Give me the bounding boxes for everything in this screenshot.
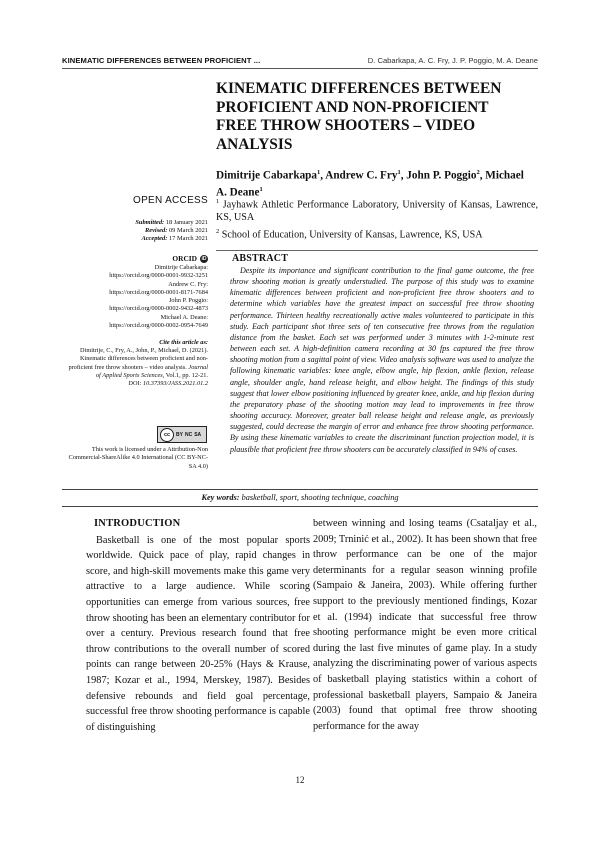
doi-link[interactable]: 10.37393/JASS.2021.01.2 (142, 380, 208, 388)
affiliation-1 (216, 196, 538, 225)
author-name: Dimitrije Cabarkapa (216, 169, 317, 182)
date-label: Accepted: (141, 235, 168, 243)
affiliation-marker: 2 (216, 228, 220, 235)
date-value: 18 January 2021 (165, 219, 208, 226)
affiliation-marker: 1 (216, 198, 220, 205)
date-line (62, 227, 208, 235)
running-header-title: KINEMATIC DIFFERENCES BETWEEN PROFICIENT ... (62, 56, 261, 65)
orcid-icon: iD (201, 256, 207, 263)
author-affiliation-marker: 1 (317, 169, 321, 176)
date-line (62, 219, 208, 227)
license-text: This work is licensed under a Attribution-Non Commercial-ShareAlike 4.0 International (CC BY-NC-SA 4.0) (68, 446, 208, 470)
running-header (62, 56, 538, 69)
orcid-author: John P. Poggio: (168, 297, 208, 305)
date-value: 09 March 2021 (168, 227, 208, 235)
cc-license-badge[interactable] (157, 426, 207, 443)
author-name: John P. Poggio (406, 169, 477, 182)
cc-icon: cc (160, 428, 174, 442)
abstract-section (216, 250, 538, 489)
open-access-label: OPEN ACCESS (133, 195, 208, 206)
submission-dates (62, 219, 208, 244)
orcid-author: Michael A. Deane: (160, 313, 208, 321)
date-label: Submitted: (135, 219, 165, 226)
author-list (216, 166, 536, 199)
introduction-heading: INTRODUCTION (94, 518, 181, 529)
doi-label: DOI: (128, 380, 142, 388)
author-affiliation-marker: 1 (397, 169, 401, 176)
keywords-text: basketball, sport, shooting technique, coaching (241, 493, 399, 502)
orcid-link[interactable]: https://orcid.org/0000-0002-9432-4873 (109, 305, 208, 313)
running-header-authors: D. Cabarkapa, A. C. Fry, J. P. Poggio, M. A. Deane (367, 56, 538, 65)
author-name: Michael A. Deane (216, 169, 524, 199)
body-column-left (86, 516, 310, 735)
author-name: Andrew C. Fry (325, 169, 398, 182)
author-separator: , (479, 169, 486, 182)
author-separator: , (400, 169, 407, 182)
cc-sa-icon: SA (194, 431, 202, 438)
affiliation-text: Jayhawk Athletic Performance Laboratory, University of Kansas, Lawrence, KS, USA (216, 199, 538, 224)
date-line (62, 235, 208, 243)
body-column-right (313, 516, 537, 734)
abstract-text: Despite its importance and significant contribution to the final game outcome, the free throw shooting motion is greatly understudied. The purpose of this study was to examine kinematic differences between proficient and non-proficient free throw shooters and to determine which variables have the greatest impact on successful free throw shooting performance. Thirteen healthy recreationally active males volunteered to participate in this study. Each participant shot three sets of ten consecutive free throws from the regulation distance from the basket. Each set was performed under 3 minutes with 1-2-minute rest between each set. A high-definition camera recording at 30 fps captured the free throw shooting motion from a sagittal point of view. Video analysis software was used to analyze the following kinematic variables: knee angle, elbow angle, hip flexion, ankle flexion, release angle, shoulder angle, hand release height, and elbow height. The findings of this study suggest that lower elbow positioning influenced by greater knee, ankle, and hip flexion during the preparatory phase of the shooting motion may lead to improvements in free throw shooting accuracy. Moreover, greater ball release height and release angle, as previously suggested, could decrease the margin of error and enhance free throw shooting performance. By using these kinematic variables to create the discriminant function projection model, it is plausible that proficient free throw shooters can be accurately classified in 94% of cases. (230, 266, 534, 454)
cc-by-icon: BY (176, 431, 183, 438)
abstract-heading: ABSTRACT (232, 253, 289, 264)
orcid-label: ORCID (172, 254, 197, 263)
affiliation-text: School of Education, University of Kansas, Lawrence, KS, USA (221, 229, 483, 241)
citation-journal: Journal of Applied Sports Sciences, (95, 363, 208, 379)
citation-pages: Vol.1, pp. 12-21. (165, 371, 208, 379)
citation (62, 347, 208, 388)
author-affiliation-marker: 2 (476, 169, 480, 176)
affiliation-2 (216, 226, 538, 242)
author-separator: , (320, 169, 326, 182)
orcid-heading (62, 255, 208, 263)
date-value: 17 March 2021 (168, 235, 208, 243)
body-paragraph: between winning and losing teams (Csataljay et al., 2009; Trninić et al., 2002). It has been shown that free throw performance can be one of the major determinants for a regular season winning profile (Sampaio & Janeira, 2003). While offering further support to the previously mentioned findings, Kozar et al. (1994) indicate that successful free throw shooting performance might be even more critical during the last five minutes of game play. In a study analyzing the discriminating power of various aspects of basketball playing statistics within a cohort of professional basketball players, Sampaio & Janeira (2003) found that optimal free throw shooting performance for the away (313, 518, 537, 732)
cite-heading: Cite this article as: (159, 339, 208, 346)
orcid-link[interactable]: https://orcid.org/0000-0001-8171-7684 (109, 288, 208, 296)
date-label: Revised: (144, 227, 168, 235)
orcid-link[interactable]: https://orcid.org/0000-0002-0954-7649 (109, 322, 208, 330)
author-affiliation-marker: 1 (259, 185, 263, 193)
article-title: KINEMATIC DIFFERENCES BETWEEN PROFICIENT AND NON-PROFICIENT FREE THROW SHOOTERS – VIDEO ANALYSIS (216, 80, 502, 153)
page-number: 12 (295, 775, 305, 785)
orcid-link[interactable]: https://orcid.org/0000-0001-9932-3251 (109, 272, 208, 280)
orcid-author: Dimitrije Cabarkapa: (154, 264, 208, 271)
keywords (62, 489, 538, 507)
citation-text: Dimitrije, C., Fry, A., John, P., Michael, D. (2021). Kinematic differences between proficient and non-proficient free throw shooters – video analysis. (68, 347, 208, 371)
keywords-label: Key words: (201, 493, 240, 502)
orcid-list (62, 264, 208, 330)
body-paragraph: Basketball is one of the most popular sports worldwide. Quick pace of play, rapid changes in score, and high-skill movements make this game very attractive to a large audience. While scoring opportunities can emerge from various sources, free throw shooting has been an elementary contributor for over a century. Previous research found that free throw contributions to the overall number of scored points can range between 20-25% (Hays & Krause, 1987; Kozar et al., 1994, Merskey, 1987). Besides defensive rebounds and field goal percentage, successful free throw shooting performance is capable of distinguishing (86, 534, 310, 733)
cc-nc-icon: NC (184, 431, 193, 438)
orcid-author: Andrew C. Fry: (168, 280, 208, 288)
